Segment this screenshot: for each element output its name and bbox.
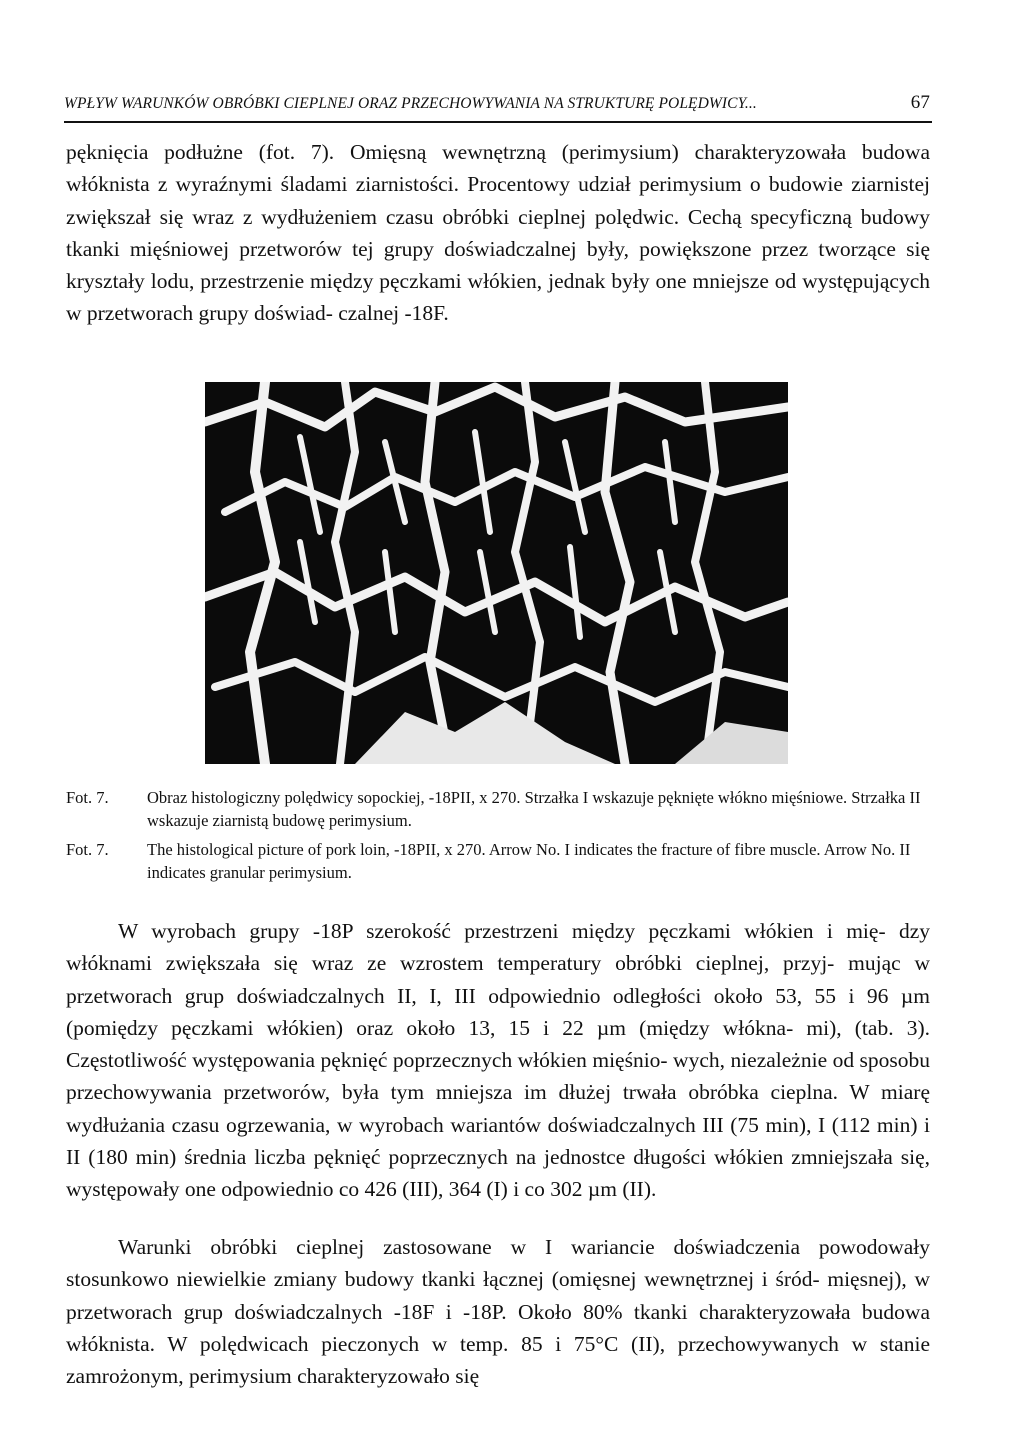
running-title: WPŁYW WARUNKÓW OBRÓBKI CIEPLNEJ ORAZ PRZECHOWYWANIA NA STRUKTURĘ POLĘDWICY... bbox=[64, 95, 757, 112]
caption-label: Fot. 7. bbox=[66, 840, 109, 859]
figure-caption-pl bbox=[66, 786, 930, 832]
caption-text: The histological picture of pork loin, -18PII, x 270. Arrow No. I indicates the fracture of fibre muscle. Arrow No. II indicates granular perimysium. bbox=[147, 840, 911, 882]
page-number: 67 bbox=[910, 92, 930, 113]
micrograph-image bbox=[205, 382, 788, 764]
paragraph: pęknięcia podłużne (fot. 7). Omięsną wewnętrzną (perimysium) charakteryzowała budowa włóknista z wyraźnymi śladami ziarnistości. Procentowy udział perimysium o budowie ziarnistej zwiększał się wraz z wydłużeniem czasu obróbki cieplnej polędwic. Cechą specyficzną budowy tkanki mięśniowej przetworów tej grupy doświadczalnej były, powiększone przez tworzące się kryształy lodu, przestrzenie między pęczkami włókien, jednak były one mniejsze od występujących w przetworach grupy doświad- czalnej -18F. bbox=[66, 140, 930, 326]
paragraph: Warunki obróbki cieplnej zastosowane w I wariancie doświadczenia powodowały stosunkowo niewielkie zmiany budowy tkanki łącznej (omięsnej wewnętrznej i śród- mięsnej), w przetworach grup doświadczalnych -18F i -18P. Około 80% tkanki charakteryzowała budowa włóknista. W polędwicach pieczonych w temp. 85 i 75°C (II), przechowywanych w stanie zamrożonym, perimysium charakteryzowało się bbox=[66, 1235, 930, 1389]
header-rule bbox=[64, 121, 932, 123]
running-header bbox=[64, 92, 930, 114]
figure-caption-en bbox=[66, 838, 930, 884]
caption-label: Fot. 7. bbox=[66, 788, 109, 807]
paragraph: W wyrobach grupy -18P szerokość przestrzeni między pęczkami włókien i mię- dzy włóknami zwiększała się wraz ze wzrostem temperatury obróbki cieplnej, przyj- mując w przetworach grup doświadczalnych II, I, III odpowiednio odległości około 53, 55 i 96 µm (pomiędzy pęczkami włókien) oraz około 13, 15 i 22 µm (między włókna- mi), (tab. 3). Częstotliwość występowania pęknięć poprzecznych włókien mięśnio- wych, niezależnie od sposobu przechowywania przetworów, była tym mniejsza im dłużej trwała obróbka cieplna. W miarę wydłużania czasu ogrzewania, w wyrobach wariantów doświadczalnych III (75 min), I (112 min) i II (180 min) średnia liczba pęknięć poprzecznych na jednostce długości włókien zmniejszała się, występowały one odpowiednio co 426 (III), 364 (I) i co 302 µm (II). bbox=[66, 919, 930, 1202]
caption-text: Obraz histologiczny polędwicy sopockiej, -18PII, x 270. Strzałka I wskazuje pęknięte włókno mięśniowe. Strzałka II wskazuje ziarnistą budowę perimysium. bbox=[147, 788, 921, 830]
histology-photo bbox=[205, 382, 788, 764]
